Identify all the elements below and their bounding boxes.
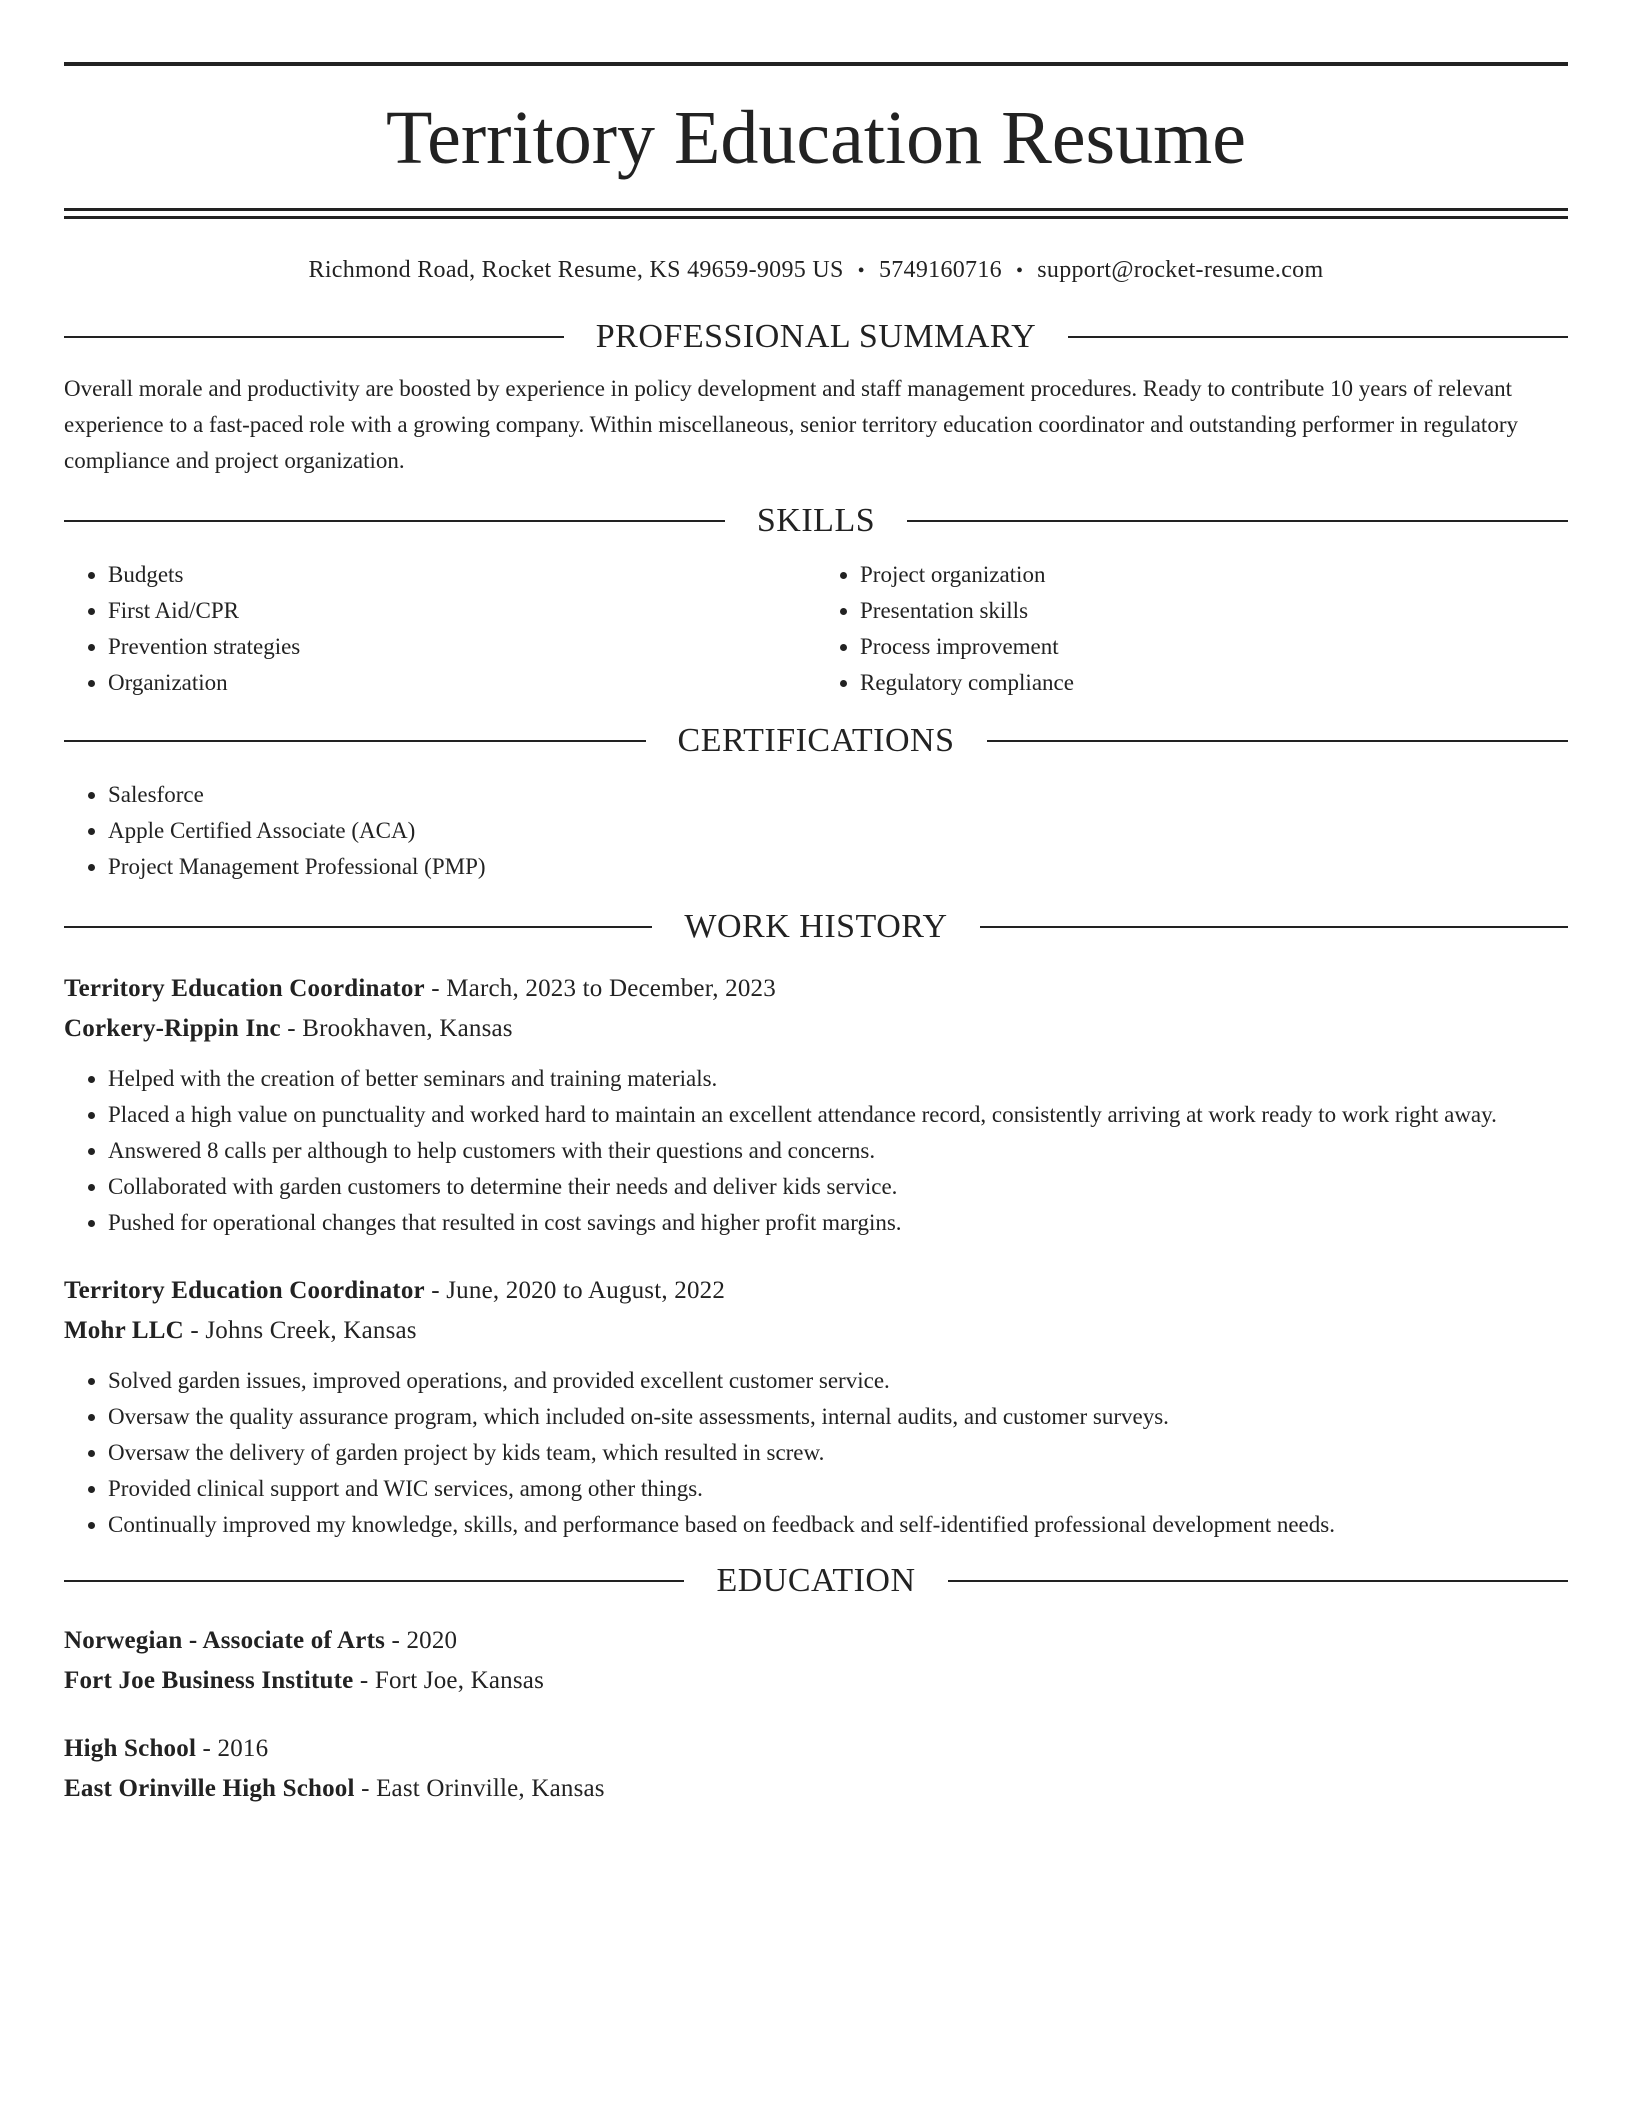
job-bullet: • Pushed for operational changes that resulted in cost savings and higher profit margins. [108, 1205, 1568, 1241]
job-company: Corkery-Rippin Inc [64, 1015, 281, 1042]
certification-item: • Salesforce [108, 777, 1568, 813]
job-dates: - March, 2023 to December, 2023 [424, 975, 776, 1002]
education-degree-line [64, 1621, 1568, 1661]
section-rule [64, 520, 725, 522]
skills-column-left [64, 557, 816, 701]
section-rule [948, 1580, 1568, 1582]
contact-separator: • [857, 260, 865, 282]
job-bullet: • Placed a high value on punctuality and worked hard to maintain an excellent attendance record, consistently arriving at work ready to work right away. [108, 1097, 1568, 1133]
job-location: - Johns Creek, Kansas [183, 1317, 417, 1344]
education-school: Fort Joe Business Institute [64, 1667, 354, 1694]
skills-list [64, 557, 1568, 701]
skill-item: • Organization [108, 665, 816, 701]
education-location: - East Orinville, Kansas [354, 1775, 605, 1802]
job-bullet: • Solved garden issues, improved operations, and provided excellent customer service. [108, 1363, 1568, 1399]
section-title: SKILLS [756, 502, 876, 539]
top-rule [64, 62, 1568, 66]
section-header-work-history [64, 907, 1568, 947]
job-company-line [64, 1009, 1568, 1049]
job-title: Territory Education Coordinator [64, 1277, 425, 1304]
job-title-line [64, 1271, 1568, 1311]
section-rule [907, 520, 1568, 522]
section-header-education [64, 1561, 1568, 1601]
section-title: CERTIFICATIONS [677, 722, 955, 759]
skill-item: • Project organization [860, 557, 1568, 593]
education-degree: Norwegian - Associate of Arts [64, 1627, 386, 1654]
job-bullet: • Collaborated with garden customers to determine their needs and deliver kids service. [108, 1169, 1568, 1205]
job-title-line [64, 969, 1568, 1009]
skill-item: • Presentation skills [860, 593, 1568, 629]
certifications-list [64, 777, 1568, 885]
section-rule [64, 336, 564, 338]
contact-email: support@rocket-resume.com [1037, 257, 1324, 283]
education-entry [64, 1729, 1568, 1809]
education-year: - 2020 [385, 1627, 458, 1654]
contact-separator: • [1015, 260, 1024, 282]
job-dates: - June, 2020 to August, 2022 [424, 1277, 726, 1304]
skill-item: • First Aid/CPR [108, 593, 816, 629]
skill-item: • Budgets [108, 557, 816, 593]
job-bullets [64, 1061, 1568, 1241]
job-entry [64, 969, 1568, 1241]
section-rule [64, 926, 652, 928]
job-title: Territory Education Coordinator [64, 975, 425, 1002]
education-school-line [64, 1661, 1568, 1701]
job-bullet: • Continually improved my knowledge, skills, and performance based on feedback and self-identified professional development needs. [108, 1507, 1568, 1543]
job-bullet: • Helped with the creation of better seminars and training materials. [108, 1061, 1568, 1097]
education-entry [64, 1621, 1568, 1701]
section-rule [987, 740, 1569, 742]
skill-item: • Process improvement [860, 629, 1568, 665]
job-bullets [64, 1363, 1568, 1543]
job-bullet: • Oversaw the quality assurance program, which included on-site assessments, internal audits, and customer surveys. [108, 1399, 1568, 1435]
education-school-line [64, 1769, 1568, 1809]
job-bullet: • Oversaw the delivery of garden project by kids team, which resulted in screw. [108, 1435, 1568, 1471]
education-year: - 2016 [196, 1735, 269, 1762]
job-bullet: • Provided clinical support and WIC services, among other things. [108, 1471, 1568, 1507]
job-bullet: • Answered 8 calls per although to help customers with their questions and concerns. [108, 1133, 1568, 1169]
contact-line [64, 255, 1568, 285]
section-header-summary [64, 317, 1568, 357]
skills-column-right [816, 557, 1568, 701]
section-rule [64, 740, 646, 742]
title-double-rule [64, 208, 1568, 219]
certification-item: • Project Management Professional (PMP) [108, 849, 1568, 885]
section-rule [980, 926, 1568, 928]
education-location: - Fort Joe, Kansas [353, 1667, 545, 1694]
section-title: WORK HISTORY [684, 908, 948, 945]
job-entry [64, 1271, 1568, 1543]
section-header-skills [64, 501, 1568, 541]
certification-item: • Apple Certified Associate (ACA) [108, 813, 1568, 849]
education-degree: High School [64, 1735, 197, 1762]
section-rule [1068, 336, 1568, 338]
education-school: East Orinville High School [64, 1775, 355, 1802]
job-location: - Brookhaven, Kansas [280, 1015, 513, 1042]
section-rule [64, 1580, 684, 1582]
skill-item: • Regulatory compliance [860, 665, 1568, 701]
education-degree-line [64, 1729, 1568, 1769]
job-company-line [64, 1311, 1568, 1351]
skill-item: • Prevention strategies [108, 629, 816, 665]
resume-title: Territory Education Resume [386, 96, 1246, 180]
section-title: EDUCATION [716, 1562, 916, 1599]
summary-text: Overall morale and productivity are boosted by experience in policy development and staff management procedures. Ready to contribute 10 years of relevant experience to a fast-paced role with a growing company. Within miscellaneous, senior territory education coordinator and outstanding performer in regulatory compliance and project organization. [64, 376, 1518, 473]
section-header-certifications [64, 721, 1568, 761]
job-company: Mohr LLC [64, 1317, 184, 1344]
contact-phone: 5749160716 [878, 257, 1002, 283]
section-title: PROFESSIONAL SUMMARY [595, 318, 1037, 355]
contact-address: Richmond Road, Rocket Resume, KS 49659-9095 US [308, 257, 844, 283]
